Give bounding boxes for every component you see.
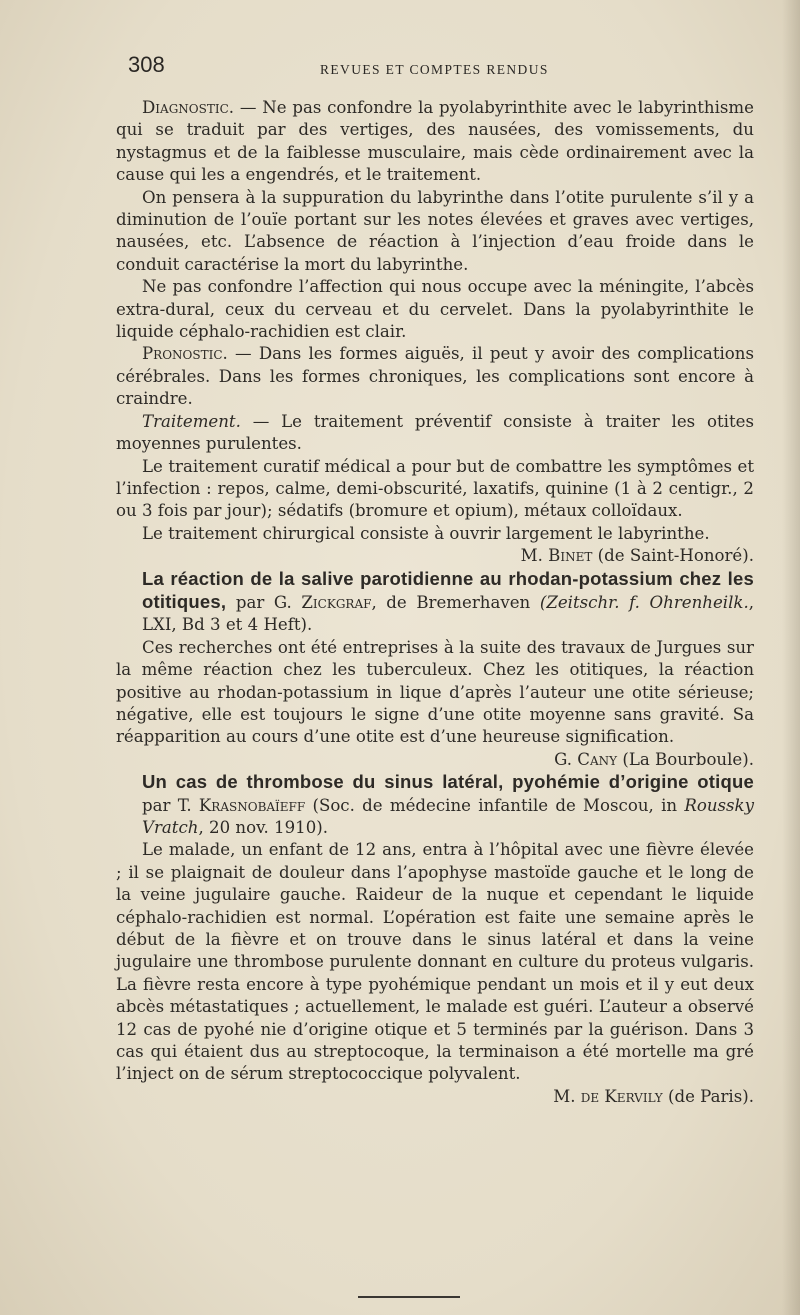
article-heading-krasnobaieff: Un cas de thrombose du sinus latéral, pyohémie d’origine otique par T. Krasnobaïeff (Soc. de médecine infantile de Moscou, in Roussky Vratch, 20 nov. 1910). <box>142 771 754 837</box>
page-header <box>0 52 800 92</box>
article-body-zickgraf: Ces recherches ont été entreprises à la suite des travaux de Jurgues sur la même réaction chez les tuberculeux. Chez les otitiques, la réaction positive au rhodan-potassium in lique d’après l’auteur une otite sérieuse; négative, elle est toujours le signe d’une otite moyenne sans gravité. Sa réapparition au cours d’une otite est d’une heureuse signification. <box>116 637 754 747</box>
author-name: Kervily <box>604 1086 663 1106</box>
treatment-paragraph <box>116 411 754 456</box>
author-name: Binet <box>548 546 593 566</box>
article-heading-zickgraf: La réaction de la salive parotidienne au rhodan-potassium chez les otitiques, par G. Zickgraf, de Bremerhaven (Zeitschr. f. Ohrenheilk., LXI, Bd 3 et 4 Heft). <box>142 567 754 635</box>
source-journal: (Zeitschr. f. Ohrenheilk. <box>539 592 749 612</box>
author-name: Krasnobaïeff <box>198 795 306 815</box>
medical-treatment-paragraph: Le traitement curatif médical a pour but de combattre les symptômes et l’infection : repos, calme, demi-obscurité, laxatifs, quinine (1 à 2 centigr., 2 ou 3 fois par jour); sédatifs (bromure et opium), métaux colloïdaux. <box>116 456 754 521</box>
prognosis-text: — Dans les formes aiguës, il peut y avoir des complications cérébrales. Dans les formes chroniques, les complications sont encore à craindre. <box>116 344 754 409</box>
prognosis-paragraph <box>116 343 754 410</box>
treatment-text: — Le traitement préventif consiste à traiter les otites moyennes purulentes. <box>116 411 754 454</box>
surgical-treatment-paragraph: Le traitement chirurgical consiste à ouvrir largement le labyrinthe. <box>142 523 710 543</box>
treatment-label: Traitement. <box>142 411 241 431</box>
body-text <box>116 97 754 1108</box>
page-number: 308 <box>128 52 165 77</box>
source-journal: Roussky Vratch <box>142 795 754 837</box>
article-title: La réaction de la salive parotidienne au rhodan-potassium chez les otitiques, <box>142 567 754 612</box>
running-head: REVUES ET COMPTES RENDUS <box>320 62 549 77</box>
page-edge-shadow <box>782 0 800 1315</box>
signature-binet: M. Binet (de Saint-Honoré). <box>520 546 754 566</box>
closing-rule <box>358 1296 460 1298</box>
signature-cany: G. Cany (La Bourboule). <box>554 749 754 769</box>
signature-kervily: M. de Kervily (de Paris). <box>553 1086 754 1106</box>
differential-paragraph: Ne pas confondre l’affection qui nous occupe avec la méningite, l’abcès extra-dural, ceux du cerveau et du cervelet. Dans la pyolabyrinthite le liquide céphalo-rachidien est clair. <box>116 277 754 342</box>
article-title: Un cas de thrombose du sinus latéral, pyohémie d’origine otique <box>142 771 754 793</box>
diagnostic-paragraph <box>116 97 754 187</box>
labyrinth-paragraph: On pensera à la suppuration du labyrinthe dans l’otite purulente s’il y a diminution de l’ouïe portant sur les notes élevées et graves avec vertiges, nausées, etc. L’absence de réaction à l’injection d’eau froide dans le conduit caractérise la mort du labyrinthe. <box>116 187 754 274</box>
prognosis-label: Pronostic. <box>142 344 228 364</box>
author-name: Zickgraf <box>301 592 372 612</box>
diagnostic-label: Diagnostic. <box>142 98 235 117</box>
article-body-krasnobaieff: Le malade, un enfant de 12 ans, entra à l’hôpital avec une fièvre élevée ; il se plaignait de douleur dans l’apophyse mastoïde gauche et le long de la veine jugulaire gauche. Raideur de la nuque et cependant le liquide céphalo-rachidien est normal. L’opération est faite une semaine après le début de la fièvre et on trouve dans le sinus latéral et dans la veine jugulaire une thrombose purulente donnant en culture du proteus vulgaris. La fièvre resta encore à type pyohémique pendant un mois et il y eut deux abcès métastatiques ; actuellement, le malade est guéri. L’auteur a observé 12 cas de pyohé nie d’origine otique et 5 terminés par la guérison. Dans 3 cas qui étaient dus au streptocoque, la terminaison a été mortelle ma gré l’inject on de sérum streptococcique polyvalent. <box>116 840 754 1084</box>
author-name: Cany <box>577 749 618 769</box>
diagnostic-text: — Ne pas confondre la pyolabyrinthite avec le labyrinthisme qui se traduit par des vertiges, des nausées, des vomissements, du nystagmus et de la faiblesse musculaire, mais cède ordinairement avec la cause qui les a engendrés, et le traitement. <box>116 98 754 185</box>
